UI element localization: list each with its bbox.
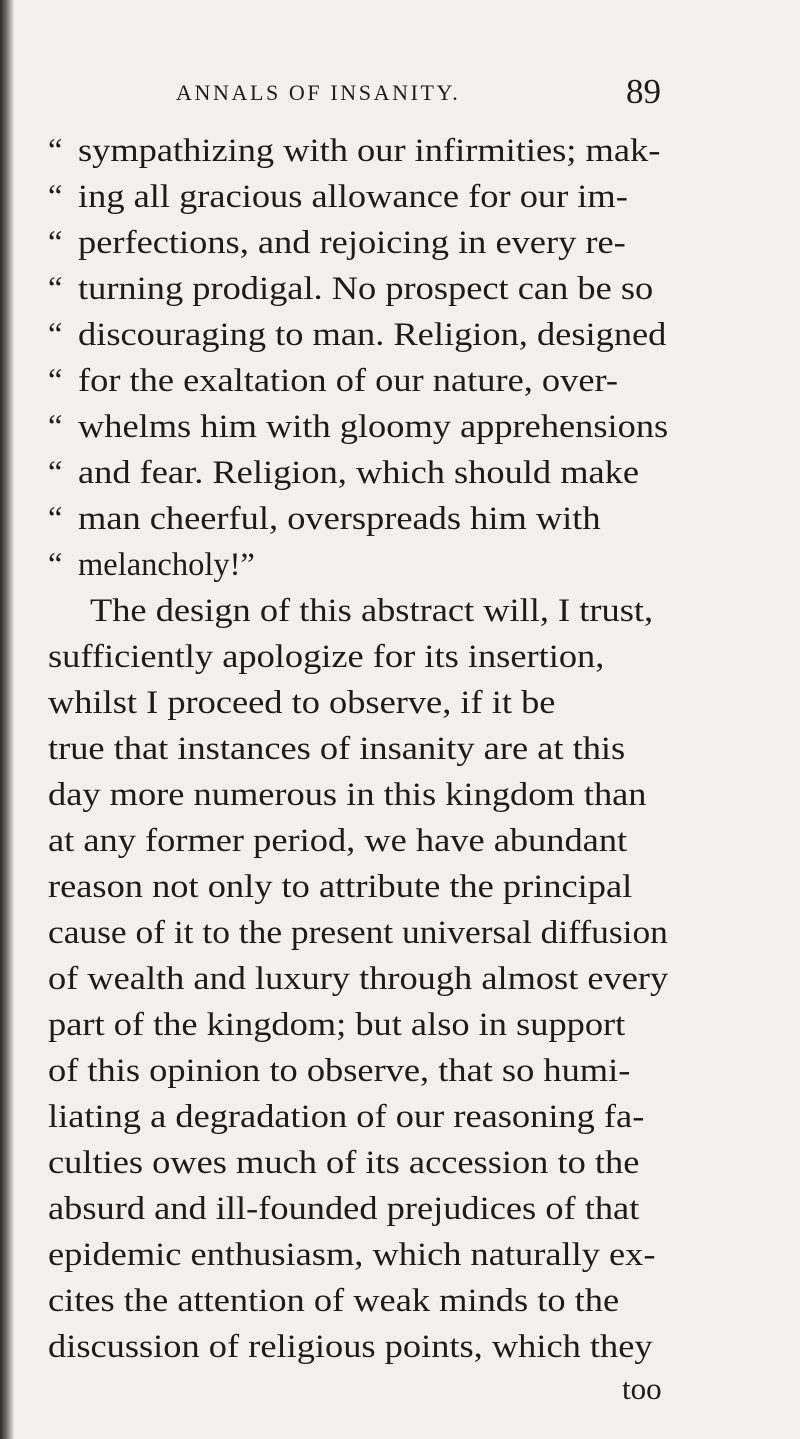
page-header [0,72,800,120]
quote-line: discouraging to man. Religion, designed [78,317,667,353]
paragraph-line: discussion of religious points, which they [48,1329,653,1365]
quote-mark: “ [48,547,63,583]
paragraph-line: epidemic enthusiasm, which naturally ex- [48,1237,656,1273]
quote-mark: “ [48,179,63,215]
quote-mark: “ [48,501,63,537]
paragraph-line: absurd and ill-founded prejudices of that [48,1191,640,1227]
quote-mark: “ [48,363,63,399]
paragraph-line: day more numerous in this kingdom than [48,777,647,813]
page-number: 89 [626,72,661,111]
paragraph-line: The design of this abstract will, I trust, [90,593,654,629]
paragraph-line: of this opinion to observe, that so humi- [48,1053,631,1089]
quote-mark: “ [48,455,63,491]
quote-line: whelms him with gloomy apprehensions [78,409,669,445]
quote-line: man cheerful, overspreads him with [78,501,601,537]
quote-line: and fear. Religion, which should make [78,455,640,491]
paragraph-line: true that instances of insanity are at this [48,731,626,767]
paragraph-line: liating a degradation of our reasoning fa- [48,1099,645,1135]
quote-line: melancholy!” [78,547,255,583]
paragraph-line: of wealth and luxury through almost every [48,961,669,997]
quote-line: sympathizing with our infirmities; mak- [78,133,661,169]
paragraph-line: whilst I proceed to observe, if it be [48,685,556,721]
paragraph-line: culties owes much of its accession to the [48,1145,640,1181]
quote-mark: “ [48,225,63,261]
quote-line: perfections, and rejoicing in every re- [78,225,626,261]
paragraph-line: part of the kingdom; but also in support [48,1007,626,1043]
paragraph-line: at any former period, we have abundant [48,823,628,859]
catchword: too [622,1371,662,1406]
page-binding-shadow [0,0,14,1439]
paragraph-line: cites the attention of weak minds to the [48,1283,620,1319]
paragraph-line: sufficiently apologize for its insertion, [48,639,605,675]
paragraph-line: reason not only to attribute the principal [48,869,633,905]
quote-mark: “ [48,133,63,169]
quote-line: for the exaltation of our nature, over- [78,363,618,399]
quote-mark: “ [48,271,63,307]
quote-mark: “ [48,409,63,445]
quote-line: ing all gracious allowance for our im- [78,179,628,215]
quote-line: turning prodigal. No prospect can be so [78,271,654,307]
paragraph-line: cause of it to the present universal diffusion [48,915,668,951]
running-title: ANNALS OF INSANITY. [176,80,461,105]
quote-mark: “ [48,317,63,353]
